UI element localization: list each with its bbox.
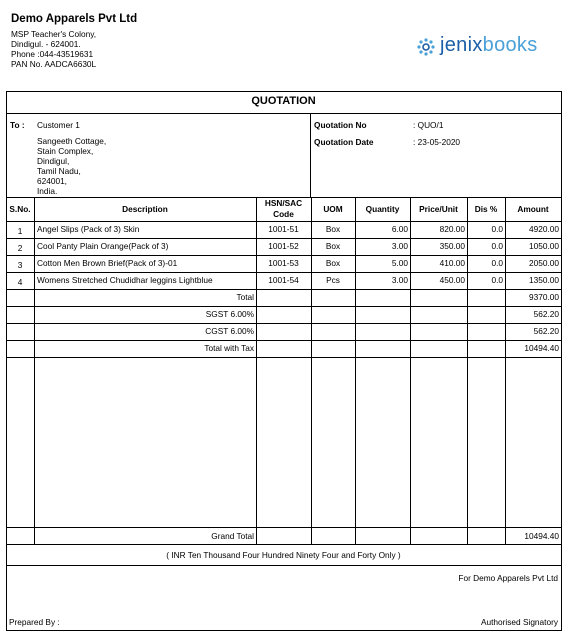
total-with-tax-label: Total with Tax xyxy=(204,343,254,353)
customer-address-line: India. xyxy=(37,186,58,196)
cell-hsn: 1001-53 xyxy=(268,258,299,268)
quotation-no-value: : QUO/1 xyxy=(413,120,444,130)
cell-hsn: 1001-54 xyxy=(268,275,299,285)
sgst-label: SGST 6.00% xyxy=(205,309,254,319)
cgst-value: 562.20 xyxy=(533,326,559,336)
jenixbooks-logo xyxy=(416,35,561,59)
col-header-quantity: Quantity xyxy=(365,204,400,214)
cell-amount: 4920.00 xyxy=(529,224,559,234)
customer-name: Customer 1 xyxy=(37,120,80,130)
for-company-text: For Demo Apparels Pvt Ltd xyxy=(458,573,558,583)
total-with-tax-value: 10494.40 xyxy=(524,343,559,353)
cell-price: 350.00 xyxy=(439,241,465,251)
customer-address-line: Stain Complex, xyxy=(37,146,94,156)
table-row xyxy=(0,221,567,238)
cell-uom: Box xyxy=(325,224,341,234)
gear-dots-icon xyxy=(416,37,436,57)
customer-address-line: Sangeeth Cottage, xyxy=(37,136,107,146)
cell-hsn: 1001-51 xyxy=(268,224,299,234)
cell-sno: 2 xyxy=(17,243,23,253)
cell-price: 450.00 xyxy=(439,275,465,285)
cell-uom: Pcs xyxy=(326,275,340,285)
grand-total-label: Grand Total xyxy=(211,531,254,541)
cell-price: 820.00 xyxy=(439,224,465,234)
cell-quantity: 3.00 xyxy=(391,241,408,251)
customer-address-line: 624001, xyxy=(37,176,67,186)
cell-disc: 0.0 xyxy=(491,275,503,285)
col-header-uom: UOM xyxy=(323,204,343,214)
customer-address-line: Tamil Nadu, xyxy=(37,166,81,176)
cell-amount: 2050.00 xyxy=(529,258,559,268)
table-row xyxy=(0,255,567,272)
col-header-price: Price/Unit xyxy=(419,204,458,214)
col-header-hsn-line2: Code xyxy=(273,209,294,219)
col-header-amount: Amount xyxy=(517,204,549,214)
company-address-line-1: MSP Teacher's Colony, xyxy=(11,29,97,39)
col-header-disc: Dis % xyxy=(474,204,498,214)
cell-sno: 1 xyxy=(17,226,23,236)
cell-description: Angel Slips (Pack of 3) Skin xyxy=(37,224,140,234)
table-row xyxy=(0,272,567,289)
cell-disc: 0.0 xyxy=(491,241,503,251)
cgst-label: CGST 6.00% xyxy=(205,326,254,336)
cell-quantity: 3.00 xyxy=(391,275,408,285)
cell-description: Cotton Men Brown Brief(Pack of 3)-01 xyxy=(37,258,178,268)
cell-sno: 3 xyxy=(17,260,23,270)
item-rows xyxy=(0,221,567,289)
grand-total-value: 10494.40 xyxy=(524,531,559,541)
cell-hsn: 1001-52 xyxy=(268,241,299,251)
cell-description: Womens Stretched Chudidhar leggins Lightblue xyxy=(37,275,213,285)
document-title: QUOTATION xyxy=(251,95,316,107)
cell-quantity: 5.00 xyxy=(391,258,408,268)
cell-amount: 1350.00 xyxy=(529,275,559,285)
logo-text-jenix: jenix xyxy=(440,34,483,56)
col-header-description: Description xyxy=(122,204,168,214)
total-value: 9370.00 xyxy=(529,292,559,302)
company-pan: PAN No. AADCA6630L xyxy=(11,59,97,69)
sgst-value: 562.20 xyxy=(533,309,559,319)
quotation-no-label: Quotation No xyxy=(314,120,367,130)
cell-amount: 1050.00 xyxy=(529,241,559,251)
cell-disc: 0.0 xyxy=(491,224,503,234)
cell-description: Cool Panty Plain Orange(Pack of 3) xyxy=(37,241,169,251)
cell-sno: 4 xyxy=(17,277,23,287)
quotation-date-label: Quotation Date xyxy=(314,137,374,147)
col-header-sno: S.No. xyxy=(9,204,31,214)
amount-in-words: ( INR Ten Thousand Four Hundred Ninety Four and Forty Only ) xyxy=(166,550,401,560)
cell-uom: Box xyxy=(325,258,341,268)
cell-uom: Box xyxy=(325,241,341,251)
company-phone: Phone :044-43519631 xyxy=(11,49,94,59)
cell-quantity: 6.00 xyxy=(391,224,408,234)
total-label: Total xyxy=(236,292,254,302)
logo-text-books: books xyxy=(482,34,538,56)
company-address-line-2: Dindigul. - 624001. xyxy=(11,39,81,49)
quotation-date-value: : 23-05-2020 xyxy=(413,137,461,147)
col-header-hsn-line1: HSN/SAC xyxy=(264,198,303,208)
prepared-by-label: Prepared By : xyxy=(9,617,60,627)
cell-disc: 0.0 xyxy=(491,258,503,268)
to-label: To : xyxy=(10,120,25,130)
authorised-signatory-label: Authorised Signatory xyxy=(480,617,558,627)
table-row xyxy=(0,238,567,255)
customer-address-line: Dindigul, xyxy=(37,156,70,166)
company-name: Demo Apparels Pvt Ltd xyxy=(11,13,138,25)
cell-price: 410.00 xyxy=(439,258,465,268)
